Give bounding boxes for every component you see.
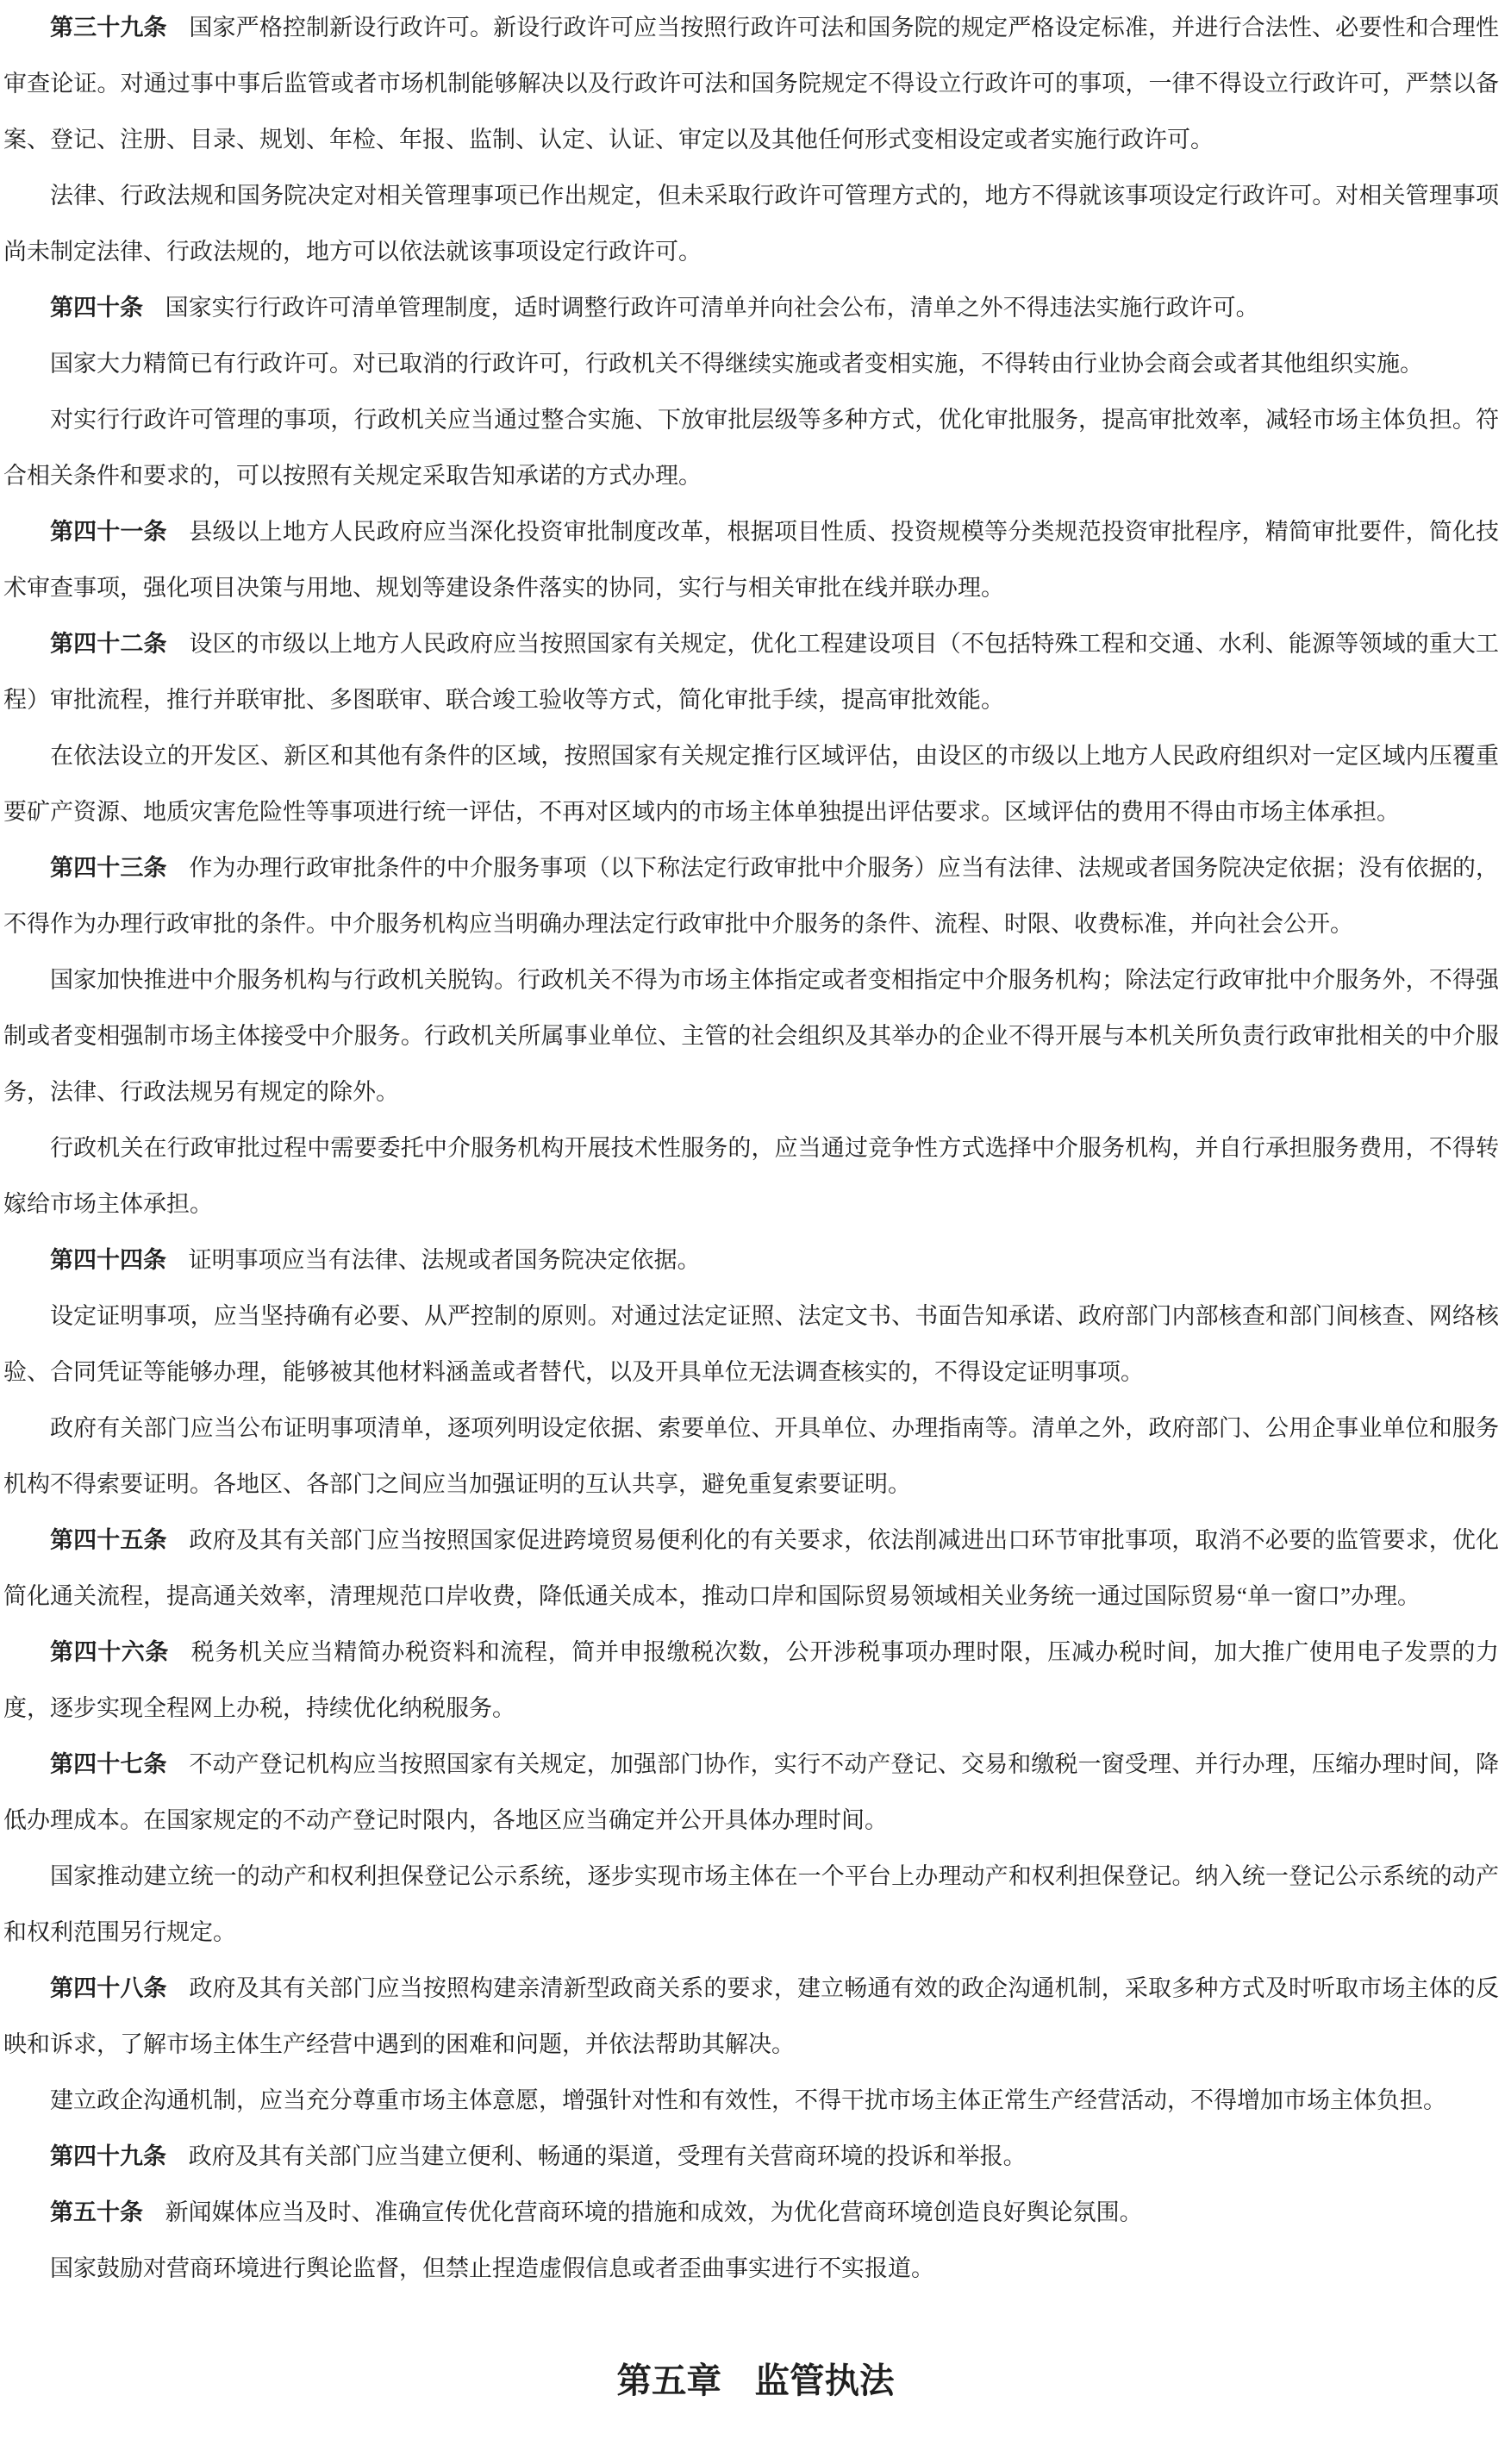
law-paragraph <box>3 1625 1499 1737</box>
law-paragraph <box>3 1961 1499 2073</box>
law-paragraph <box>3 0 1499 168</box>
paragraph-text: 国家鼓励对营商环境进行舆论监督，但禁止捏造虚假信息或者歪曲事实进行不实报道。 <box>50 2255 934 2281</box>
article-number: 第四十一条 <box>50 519 167 545</box>
paragraph-text: 政府及其有关部门应当按照国家促进跨境贸易便利化的有关要求，依法削减进出口环节审批事项，取消不必要的监管要求，优化简化通关流程，提高通关效率，清理规范口岸收费，降低通关成本，推动口岸和国际贸易领域相关业务统一通过国际贸易“单一窗口”办理。 <box>3 1527 1500 1609</box>
chapter-heading <box>0 2353 1511 2409</box>
paragraph-text: 证明事项应当有法律、法规或者国务院决定依据。 <box>188 1247 701 1273</box>
paragraph-text: 政府及其有关部门应当建立便利、畅通的渠道，受理有关营商环境的投诉和举报。 <box>188 2143 1027 2169</box>
law-paragraph <box>3 2129 1499 2185</box>
paragraph-text: 设定证明事项，应当坚持确有必要、从严控制的原则。对通过法定证照、法定文书、书面告知承诺、政府部门内部核查和部门间核查、网络核验、合同凭证等能够办理，能够被其他材料涵盖或者替代，以及开具单位无法调查核实的，不得设定证明事项。 <box>3 1303 1499 1385</box>
article-number: 第四十八条 <box>50 1975 167 2001</box>
paragraph-text: 国家严格控制新设行政许可。新设行政许可应当按照行政许可法和国务院的规定严格设定标准，并进行合法性、必要性和合理性审查论证。对通过事中事后监管或者市场机制能够解决以及行政许可法和国务院规定不得设立行政许可的事项，一律不得设立行政许可，严禁以备案、登记、注册、目录、规划、年检、年报、监制、认定、认证、审定以及其他任何形式变相设定或者实施行政许可。 <box>3 15 1500 153</box>
paragraph-text: 法律、行政法规和国务院决定对相关管理事项已作出规定，但未采取行政许可管理方式的，地方不得就该事项设定行政许可。对相关管理事项尚未制定法律、行政法规的，地方可以依法就该事项设定行政许可。 <box>3 183 1499 265</box>
law-paragraph <box>3 1232 1499 1288</box>
law-paragraph <box>3 2073 1499 2129</box>
law-paragraph <box>3 1400 1499 1513</box>
paragraph-text: 国家加快推进中介服务机构与行政机关脱钩。行政机关不得为市场主体指定或者变相指定中介服务机构；除法定行政审批中介服务外，不得强制或者变相强制市场主体接受中介服务。行政机关所属事业单位、主管的社会组织及其举办的企业不得开展与本机关所负责行政审批相关的中介服务，法律、行政法规另有规定的除外。 <box>3 967 1499 1105</box>
law-paragraph <box>3 1288 1499 1400</box>
paragraph-text: 作为办理行政审批条件的中介服务事项（以下称法定行政审批中介服务）应当有法律、法规或者国务院决定依据；没有依据的，不得作为办理行政审批的条件。中介服务机构应当明确办理法定行政审批中介服务的条件、流程、时限、收费标准，并向社会公开。 <box>3 855 1500 937</box>
paragraph-text: 县级以上地方人民政府应当深化投资审批制度改革，根据项目性质、投资规模等分类规范投资审批程序，精简审批要件，简化技术审查事项，强化项目决策与用地、规划等建设条件落实的协同，实行与相关审批在线并联办理。 <box>3 519 1500 601</box>
law-paragraph <box>3 616 1499 728</box>
paragraph-text: 新闻媒体应当及时、准确宣传优化营商环境的措施和成效，为优化营商环境创造良好舆论氛围。 <box>165 2199 1143 2225</box>
article-number: 第四十二条 <box>50 631 167 657</box>
law-paragraph <box>3 840 1499 952</box>
paragraph-text: 国家大力精简已有行政许可。对已取消的行政许可，行政机关不得继续实施或者变相实施，不得转由行业协会商会或者其他组织实施。 <box>50 351 1423 377</box>
law-paragraph <box>3 392 1499 504</box>
paragraph-text: 行政机关在行政审批过程中需要委托中介服务机构开展技术性服务的，应当通过竞争性方式选择中介服务机构，并自行承担服务费用，不得转嫁给市场主体承担。 <box>3 1135 1499 1217</box>
law-paragraph <box>3 1737 1499 1849</box>
chapter-number: 第五章 <box>616 2361 722 2400</box>
article-number: 第四十条 <box>50 295 143 321</box>
paragraph-text: 设区的市级以上地方人民政府应当按照国家有关规定，优化工程建设项目（不包括特殊工程和交通、水利、能源等领域的重大工程）审批流程，推行并联审批、多图联审、联合竣工验收等方式，简化审批手续，提高审批效能。 <box>3 631 1500 713</box>
paragraph-text: 对实行行政许可管理的事项，行政机关应当通过整合实施、下放审批层级等多种方式，优化审批服务，提高审批效率，减轻市场主体负担。符合相关条件和要求的，可以按照有关规定采取告知承诺的方式办理。 <box>3 407 1499 489</box>
law-paragraph <box>3 2241 1499 2297</box>
paragraph-text: 税务机关应当精简办税资料和流程，简并申报缴税次数，公开涉税事项办理时限，压减办税时间，加大推广使用电子发票的力度，逐步实现全程网上办税，持续优化纳税服务。 <box>3 1639 1500 1721</box>
paragraph-text: 在依法设立的开发区、新区和其他有条件的区域，按照国家有关规定推行区域评估，由设区的市级以上地方人民政府组织对一定区域内压覆重要矿产资源、地质灾害危险性等事项进行统一评估，不再对区域内的市场主体单独提出评估要求。区域评估的费用不得由市场主体承担。 <box>3 743 1499 825</box>
paragraph-text: 国家推动建立统一的动产和权利担保登记公示系统，逐步实现市场主体在一个平台上办理动产和权利担保登记。纳入统一登记公示系统的动产和权利范围另行规定。 <box>3 1863 1499 1945</box>
law-paragraph <box>3 2185 1499 2241</box>
paragraph-text: 建立政企沟通机制，应当充分尊重市场主体意愿，增强针对性和有效性，不得干扰市场主体正常生产经营活动，不得增加市场主体负担。 <box>50 2087 1446 2113</box>
chapter-title: 监管执法 <box>754 2361 895 2400</box>
law-paragraph <box>3 280 1499 336</box>
law-paragraph <box>3 1849 1499 1961</box>
law-paragraph <box>3 1120 1499 1232</box>
paragraph-text: 不动产登记机构应当按照国家有关规定，加强部门协作，实行不动产登记、交易和缴税一窗受理、并行办理，压缩办理时间，降低办理成本。在国家规定的不动产登记时限内，各地区应当确定并公开具体办理时间。 <box>3 1751 1500 1833</box>
paragraph-text: 国家实行行政许可清单管理制度，适时调整行政许可清单并向社会公布，清单之外不得违法实施行政许可。 <box>165 295 1259 321</box>
law-paragraph <box>3 952 1499 1120</box>
paragraph-text: 政府有关部门应当公布证明事项清单，逐项列明设定依据、索要单位、开具单位、办理指南等。清单之外，政府部门、公用企事业单位和服务机构不得索要证明。各地区、各部门之间应当加强证明的互认共享，避免重复索要证明。 <box>3 1415 1499 1497</box>
article-number: 第四十六条 <box>50 1639 169 1665</box>
paragraph-text: 政府及其有关部门应当按照构建亲清新型政商关系的要求，建立畅通有效的政企沟通机制，采取多种方式及时听取市场主体的反映和诉求，了解市场主体生产经营中遇到的困难和问题，并依法帮助其解决。 <box>3 1975 1500 2057</box>
law-paragraph <box>3 1513 1499 1625</box>
article-number: 第五十条 <box>50 2199 143 2225</box>
article-number: 第三十九条 <box>50 15 167 41</box>
law-paragraph <box>3 168 1499 280</box>
article-number: 第四十五条 <box>50 1527 167 1553</box>
article-number: 第四十三条 <box>50 855 167 881</box>
article-number: 第四十七条 <box>50 1751 167 1777</box>
law-paragraph <box>3 728 1499 840</box>
law-paragraph <box>3 336 1499 392</box>
article-number: 第四十九条 <box>50 2143 166 2169</box>
law-paragraph <box>3 504 1499 616</box>
article-number: 第四十四条 <box>50 1247 166 1273</box>
